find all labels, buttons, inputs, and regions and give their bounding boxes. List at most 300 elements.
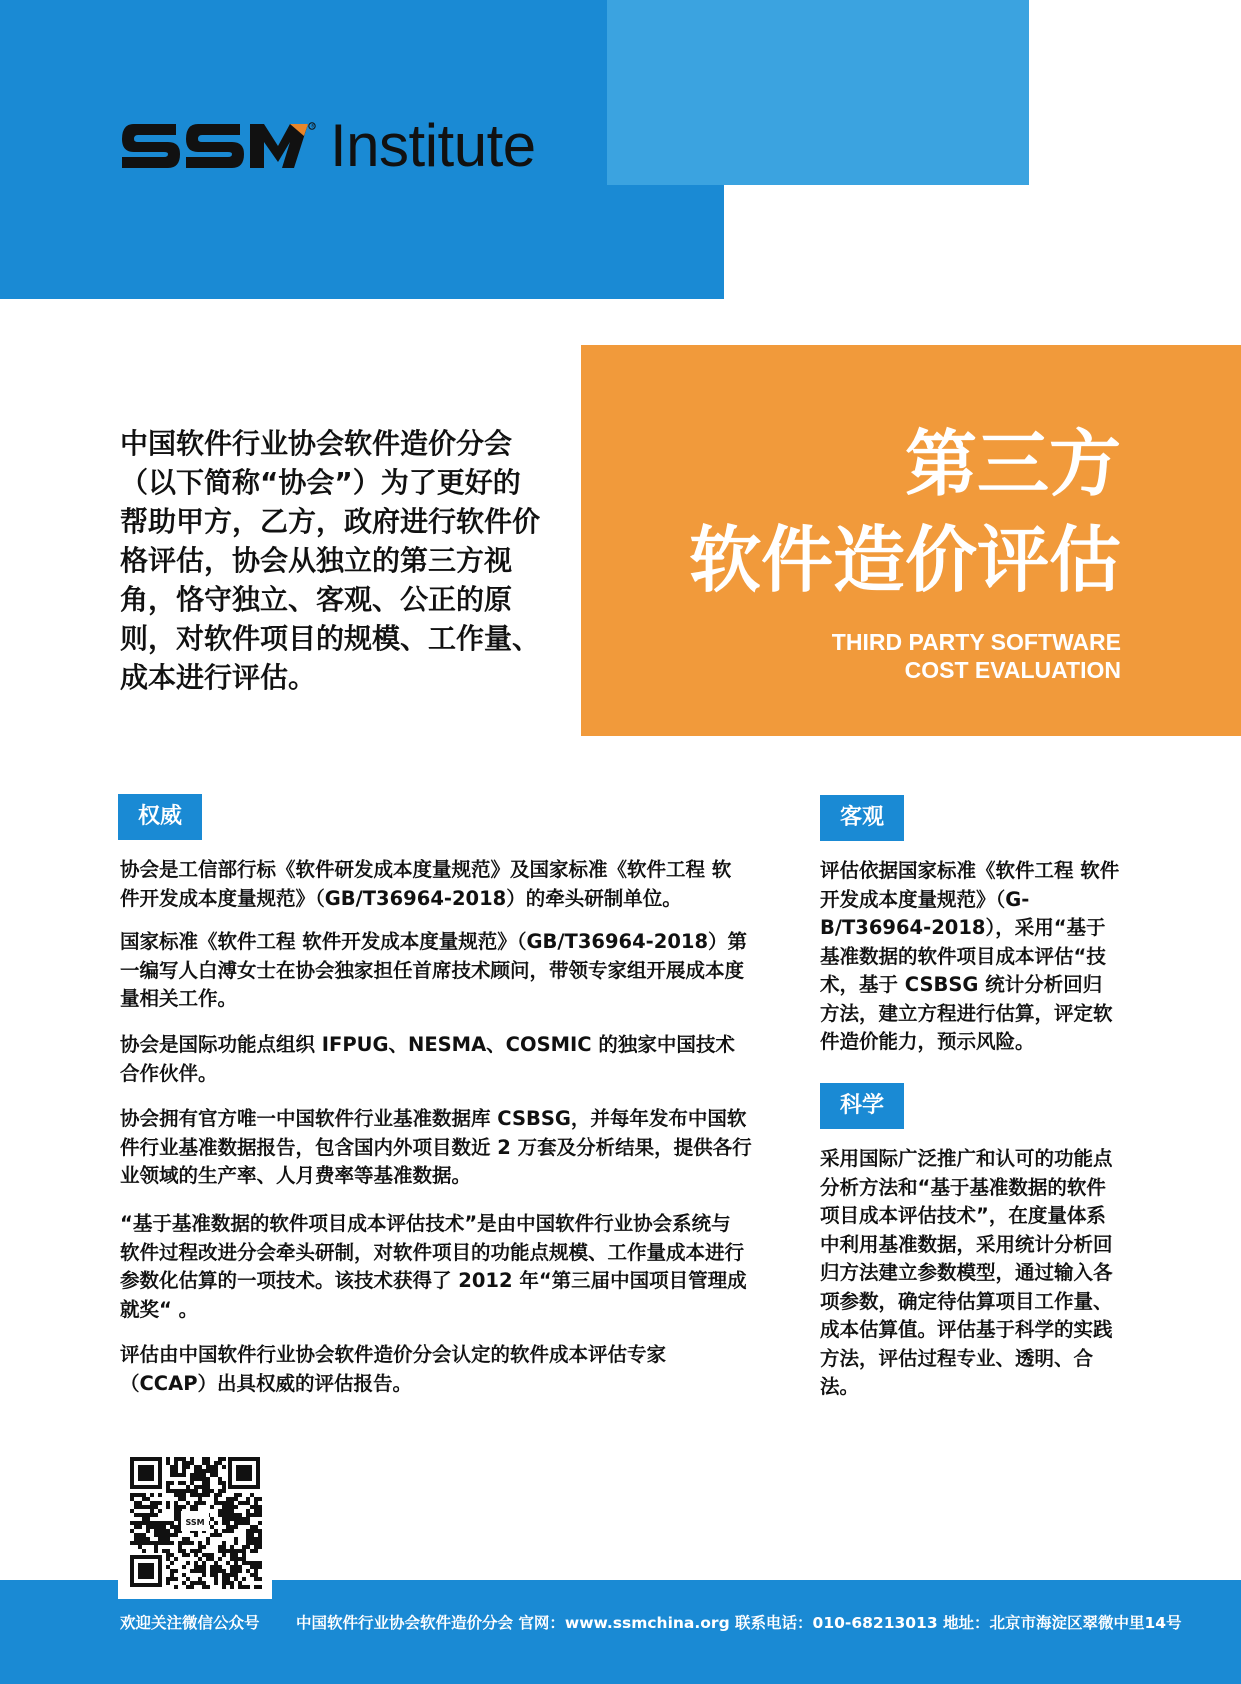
qr-module (198, 1545, 202, 1549)
qr-module (206, 1461, 210, 1465)
qr-module (182, 1489, 186, 1493)
qr-module (150, 1509, 154, 1513)
qr-module (194, 1569, 198, 1573)
qr-module (246, 1533, 250, 1537)
authority-paragraph-4: 协会拥有官方唯一中国软件行业基准数据库 CSBSG，并每年发布中国软件行业基准数据报告，包含国内外项目数近 2 万套及分析结果，提供各行业领域的生产率、人月费率等基准数据。 (120, 1107, 752, 1187)
logo-institute-text: Institute (330, 112, 536, 179)
qr-module (158, 1533, 162, 1537)
qr-module (146, 1525, 150, 1529)
svg-text:®: ® (310, 123, 315, 129)
qr-module (198, 1493, 202, 1497)
qr-module (190, 1505, 194, 1509)
qr-module (206, 1489, 210, 1493)
qr-module (194, 1565, 198, 1569)
qr-module (246, 1569, 250, 1573)
qr-module (234, 1561, 238, 1565)
qr-module (170, 1533, 174, 1537)
qr-module (258, 1545, 262, 1549)
qr-module (134, 1513, 138, 1517)
header-light-blue-block (607, 0, 1029, 185)
qr-module (214, 1465, 218, 1469)
qr-module (226, 1513, 230, 1517)
qr-module (190, 1585, 194, 1589)
qr-module (210, 1525, 214, 1529)
qr-module (234, 1493, 238, 1497)
qr-module (174, 1469, 178, 1473)
authority-paragraph-2: 国家标准《软件工程 软件开发成本度量规范》（GB/T36964-2018）第一编写人白溥女士在协会独家担任首席技术顾问，带领专家组开展成本度量相关工作。 (120, 930, 748, 1010)
qr-module (130, 1521, 134, 1525)
qr-module (230, 1525, 234, 1529)
qr-module (150, 1513, 154, 1517)
qr-module (146, 1541, 150, 1545)
qr-module (150, 1493, 154, 1497)
qr-module (254, 1537, 258, 1541)
qr-module (222, 1549, 226, 1553)
qr-module (218, 1557, 222, 1561)
qr-module (202, 1481, 206, 1485)
qr-module (226, 1501, 230, 1505)
qr-module (246, 1537, 250, 1541)
qr-module (174, 1585, 178, 1589)
qr-module (186, 1561, 190, 1565)
qr-module (234, 1549, 238, 1553)
qr-module (238, 1493, 242, 1497)
qr-module (242, 1557, 246, 1561)
qr-module (154, 1533, 158, 1537)
qr-module (174, 1569, 178, 1573)
qr-module (238, 1549, 242, 1553)
qr-module (134, 1493, 138, 1497)
authority-paragraph-5: “基于基准数据的软件项目成本评估技术”是由中国软件行业协会系统与软件过程改进分会牵头研制，对软件项目的功能点规模、工作量成本进行参数化估算的一项技术。该技术获得了 2012 年“第三届中国项目管理成就奖“ 。 (120, 1212, 747, 1321)
qr-module (166, 1577, 170, 1581)
qr-module (226, 1505, 230, 1509)
wechat-qr-code (118, 1445, 272, 1599)
qr-module (174, 1493, 178, 1497)
qr-module (234, 1517, 238, 1521)
qr-module (242, 1553, 246, 1557)
qr-module (258, 1521, 262, 1525)
qr-module (250, 1513, 254, 1517)
qr-module (194, 1581, 198, 1585)
qr-module (202, 1561, 206, 1565)
qr-module (158, 1493, 162, 1497)
qr-module (210, 1557, 214, 1561)
qr-module (226, 1561, 230, 1565)
qr-module (154, 1541, 158, 1545)
qr-module (150, 1521, 154, 1525)
qr-module (234, 1541, 238, 1545)
qr-module (186, 1585, 190, 1589)
qr-module (158, 1529, 162, 1533)
qr-module (218, 1569, 222, 1573)
tag-authority: 权威 (118, 794, 202, 840)
qr-module (214, 1501, 218, 1505)
qr-module (174, 1465, 178, 1469)
qr-module (190, 1489, 194, 1493)
footer-follow-text: 欢迎关注微信公众号 (120, 1614, 260, 1632)
qr-module (238, 1521, 242, 1525)
qr-module (238, 1517, 242, 1521)
qr-module (142, 1537, 146, 1541)
qr-module (214, 1573, 218, 1577)
qr-module (222, 1585, 226, 1589)
intro-paragraph: 中国软件行业协会软件造价分会（以下简称“协会”）为了更好的帮助甲方，乙方，政府进行软件价格评估，协会从独立的第三方视角，恪守独立、客观、公正的原则，对软件项目的规模、工作量、成本进行评估。 (120, 427, 541, 694)
qr-module (182, 1461, 186, 1465)
qr-module (170, 1481, 174, 1485)
qr-module (198, 1501, 202, 1505)
qr-module (230, 1569, 234, 1573)
qr-module (230, 1545, 234, 1549)
qr-module (166, 1537, 170, 1541)
qr-module (130, 1509, 134, 1513)
qr-module (170, 1553, 174, 1557)
qr-module (202, 1585, 206, 1589)
qr-module (218, 1509, 222, 1513)
qr-module (258, 1561, 262, 1565)
qr-module (142, 1493, 146, 1497)
qr-module (170, 1569, 174, 1573)
qr-module (170, 1577, 174, 1581)
qr-module (206, 1457, 210, 1461)
qr-module (146, 1517, 150, 1521)
qr-module (194, 1561, 198, 1565)
qr-module (166, 1553, 170, 1557)
qr-module (174, 1461, 178, 1465)
qr-module (154, 1549, 158, 1553)
qr-module (254, 1565, 258, 1569)
qr-module (206, 1477, 210, 1481)
qr-module (194, 1533, 198, 1537)
qr-module (178, 1545, 182, 1549)
qr-module (186, 1553, 190, 1557)
qr-module (142, 1521, 146, 1525)
qr-module (222, 1553, 226, 1557)
qr-module (250, 1549, 254, 1553)
qr-module (146, 1537, 150, 1541)
tag-scientific: 科学 (820, 1083, 904, 1129)
qr-module (158, 1525, 162, 1529)
qr-module (254, 1585, 258, 1589)
qr-module (174, 1577, 178, 1581)
qr-module (202, 1485, 206, 1489)
qr-module (166, 1485, 170, 1489)
qr-module (186, 1489, 190, 1493)
qr-module (214, 1529, 218, 1533)
qr-module (182, 1465, 186, 1469)
qr-module (174, 1505, 178, 1509)
qr-module (254, 1509, 258, 1513)
qr-module (210, 1517, 214, 1521)
qr-module (134, 1505, 138, 1509)
qr-module (226, 1581, 230, 1585)
qr-module (254, 1561, 258, 1565)
qr-module (206, 1493, 210, 1497)
qr-module (162, 1541, 166, 1545)
qr-module (186, 1541, 190, 1545)
qr-module (134, 1521, 138, 1525)
qr-module (242, 1517, 246, 1521)
qr-module (210, 1573, 214, 1577)
qr-module (150, 1501, 154, 1505)
qr-module (190, 1493, 194, 1497)
qr-module (142, 1541, 146, 1545)
qr-module (142, 1497, 146, 1501)
qr-module (170, 1473, 174, 1477)
qr-module (134, 1525, 138, 1529)
qr-module (258, 1577, 262, 1581)
qr-module (230, 1501, 234, 1505)
qr-module (226, 1497, 230, 1501)
qr-module (182, 1505, 186, 1509)
qr-module (198, 1497, 202, 1501)
qr-module (190, 1541, 194, 1545)
qr-module (214, 1581, 218, 1585)
qr-module (170, 1525, 174, 1529)
qr-module (230, 1573, 234, 1577)
qr-module (178, 1473, 182, 1477)
qr-module (250, 1533, 254, 1537)
qr-module (134, 1541, 138, 1545)
qr-module (246, 1497, 250, 1501)
qr-module (146, 1497, 150, 1501)
qr-module (186, 1501, 190, 1505)
qr-module (222, 1505, 226, 1509)
qr-module (202, 1569, 206, 1573)
qr-module (230, 1529, 234, 1533)
qr-module (198, 1541, 202, 1545)
qr-module (190, 1477, 194, 1481)
qr-module (250, 1541, 254, 1545)
qr-module (198, 1557, 202, 1561)
qr-module (182, 1481, 186, 1485)
qr-module (174, 1517, 178, 1521)
qr-module (214, 1473, 218, 1477)
qr-code-image (118, 1445, 272, 1599)
qr-module (182, 1473, 186, 1477)
qr-module (146, 1505, 150, 1509)
qr-module (202, 1553, 206, 1557)
qr-module (254, 1497, 258, 1501)
svg-text:SSM: SSM (185, 1518, 205, 1527)
qr-module (158, 1541, 162, 1545)
qr-module (246, 1521, 250, 1525)
qr-module (170, 1573, 174, 1577)
qr-module (214, 1565, 218, 1569)
qr-module (230, 1497, 234, 1501)
qr-module (238, 1501, 242, 1505)
qr-module (146, 1529, 150, 1533)
qr-module (158, 1509, 162, 1513)
qr-module (134, 1533, 138, 1537)
qr-module (162, 1525, 166, 1529)
qr-module (234, 1537, 238, 1541)
qr-module (178, 1541, 182, 1545)
qr-module (186, 1465, 190, 1469)
title-box (581, 345, 1241, 736)
qr-module (238, 1565, 242, 1569)
qr-module (142, 1549, 146, 1553)
qr-module (218, 1545, 222, 1549)
qr-module (166, 1541, 170, 1545)
qr-module (190, 1549, 194, 1553)
qr-module (210, 1533, 214, 1537)
qr-module (242, 1577, 246, 1581)
qr-module (230, 1581, 234, 1585)
qr-module (198, 1473, 202, 1477)
qr-module (222, 1465, 226, 1469)
qr-module (246, 1517, 250, 1521)
qr-module (170, 1561, 174, 1565)
qr-module (174, 1513, 178, 1517)
qr-module (238, 1569, 242, 1573)
qr-module (194, 1485, 198, 1489)
qr-module (158, 1501, 162, 1505)
qr-module (174, 1529, 178, 1533)
qr-module (234, 1513, 238, 1517)
tag-objective: 客观 (820, 795, 904, 841)
qr-module (258, 1565, 262, 1569)
qr-module (258, 1505, 262, 1509)
qr-module (138, 1521, 142, 1525)
qr-module (198, 1565, 202, 1569)
qr-module (186, 1577, 190, 1581)
qr-module (234, 1573, 238, 1577)
qr-module (198, 1485, 202, 1489)
qr-module (166, 1481, 170, 1485)
qr-module (222, 1517, 226, 1521)
qr-module (258, 1541, 262, 1545)
qr-module (186, 1537, 190, 1541)
qr-module (258, 1533, 262, 1537)
qr-module (214, 1461, 218, 1465)
qr-module (238, 1585, 242, 1589)
qr-module (206, 1541, 210, 1545)
qr-module (174, 1457, 178, 1461)
qr-module (146, 1513, 150, 1517)
qr-module (222, 1509, 226, 1513)
title-line-2: 软件造价评估 (688, 518, 1121, 602)
qr-module (138, 1537, 142, 1541)
qr-module (174, 1501, 178, 1505)
qr-module (218, 1461, 222, 1465)
qr-module (222, 1457, 226, 1461)
qr-module (258, 1509, 262, 1513)
qr-module (138, 1533, 142, 1537)
qr-module (166, 1581, 170, 1585)
qr-module (202, 1489, 206, 1493)
qr-module (166, 1565, 170, 1569)
qr-module (242, 1549, 246, 1553)
qr-module (194, 1493, 198, 1497)
qr-module (222, 1521, 226, 1525)
qr-module (254, 1573, 258, 1577)
qr-module (166, 1533, 170, 1537)
qr-module (202, 1545, 206, 1549)
qr-module (194, 1477, 198, 1481)
qr-module (138, 1541, 142, 1545)
qr-module (226, 1577, 230, 1581)
qr-module (194, 1469, 198, 1473)
qr-module (214, 1521, 218, 1525)
qr-module (206, 1585, 210, 1589)
qr-module (182, 1469, 186, 1473)
qr-module (138, 1493, 142, 1497)
qr-module (138, 1513, 142, 1517)
qr-module (166, 1529, 170, 1533)
qr-module (206, 1465, 210, 1469)
qr-module (206, 1557, 210, 1561)
qr-module (246, 1545, 250, 1549)
qr-module (222, 1545, 226, 1549)
qr-module (182, 1537, 186, 1541)
qr-module (158, 1537, 162, 1541)
qr-module (162, 1521, 166, 1525)
qr-module (206, 1553, 210, 1557)
qr-module (234, 1577, 238, 1581)
objective-paragraph: 评估依据国家标准《软件工程 软件开发成本度量规范》（G-B/T36964-2018），采用“基于基准数据的软件项目成本评估“技术，基于 CSBSG 统计分析回归方法，建立方程进行估算，评定软件造价能力，预示风险。 (820, 859, 1120, 1053)
qr-module (234, 1505, 238, 1509)
qr-module (234, 1521, 238, 1525)
qr-module (174, 1489, 178, 1493)
qr-module (258, 1497, 262, 1501)
qr-module (206, 1481, 210, 1485)
qr-module (234, 1497, 238, 1501)
qr-module (182, 1493, 186, 1497)
qr-module (230, 1505, 234, 1509)
qr-module (174, 1473, 178, 1477)
qr-module (222, 1573, 226, 1577)
qr-module (162, 1537, 166, 1541)
qr-module (138, 1545, 142, 1549)
qr-module (166, 1461, 170, 1465)
qr-module (166, 1505, 170, 1509)
qr-module (190, 1473, 194, 1477)
qr-module (182, 1541, 186, 1545)
qr-module (250, 1561, 254, 1565)
title-line-1: 第三方 (904, 422, 1121, 506)
qr-module (254, 1513, 258, 1517)
qr-module (258, 1529, 262, 1533)
qr-module (238, 1557, 242, 1561)
ssm-logo (118, 112, 536, 179)
subtitle-line-2: COST EVALUATION (904, 657, 1121, 683)
qr-module (202, 1501, 206, 1505)
qr-module (254, 1525, 258, 1529)
qr-module (210, 1569, 214, 1573)
qr-module (190, 1569, 194, 1573)
qr-module (234, 1565, 238, 1569)
qr-module (166, 1501, 170, 1505)
qr-module (226, 1549, 230, 1553)
qr-module (254, 1569, 258, 1573)
qr-module (150, 1505, 154, 1509)
qr-module (178, 1497, 182, 1501)
qr-module (194, 1505, 198, 1509)
qr-module (210, 1469, 214, 1473)
qr-module (222, 1569, 226, 1573)
qr-module (202, 1473, 206, 1477)
qr-module (178, 1457, 182, 1461)
qr-module (154, 1525, 158, 1529)
qr-module (242, 1561, 246, 1565)
qr-module (250, 1565, 254, 1569)
qr-module (198, 1549, 202, 1553)
qr-module (226, 1517, 230, 1521)
qr-module (198, 1581, 202, 1585)
qr-module (218, 1481, 222, 1485)
qr-module (250, 1573, 254, 1577)
qr-module (134, 1501, 138, 1505)
